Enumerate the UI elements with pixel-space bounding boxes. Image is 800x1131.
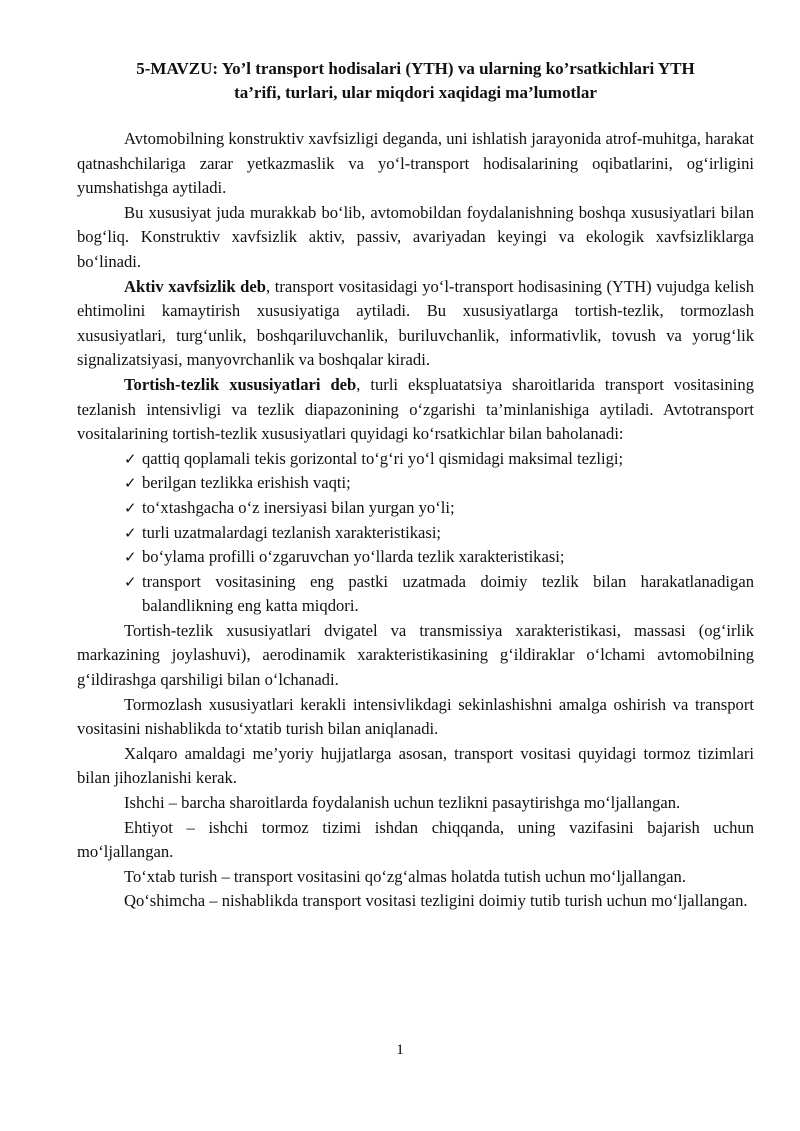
- list-item-text: turli uzatmalardagi tezlanish xarakteristikasi;: [142, 522, 442, 542]
- checkmark-icon: ✓: [124, 572, 137, 591]
- paragraph-4: [77, 373, 754, 447]
- checkmark-icon: ✓: [124, 474, 137, 493]
- paragraph-11: Qo‘shimcha – nishablikda transport vositasi tezligini doimiy tutib turish uchun mo‘ljallangan.: [124, 891, 748, 911]
- paragraph-4-body: , turli ekspluatatsiya sharoitlarida transport vositasining tezlanish intensivligi va tezlik diapazonining o‘zgarishi ta’minlanishiga aytiladi. Avtotransport vositalarining tortish-tezlik xususiyatlari quyidagi ko‘rsatkichlar bilan baholanadi:: [77, 374, 754, 444]
- list-item: [124, 471, 754, 496]
- document-title: [77, 57, 754, 105]
- list-item-text: berilgan tezlikka erishish vaqti;: [142, 473, 351, 493]
- paragraph-3-term: Aktiv xavfsizlik deb: [124, 276, 266, 296]
- list-item: [124, 570, 754, 619]
- paragraph-7: Xalqaro amaldagi me’yoriy hujjatlarga asosan, transport vositasi quyidagi tormoz tizimlari bilan jihozlanishi kerak.: [77, 743, 754, 788]
- paragraph-9: Ehtiyot – ishchi tormoz tizimi ishdan chiqqanda, uning vazifasini bajarish uchun mo‘ljallangan.: [77, 817, 754, 862]
- paragraph-10: To‘xtab turish – transport vositasini qo‘zg‘almas holatda tutish uchun mo‘ljallangan.: [124, 866, 686, 886]
- checkmark-icon: ✓: [124, 498, 137, 517]
- paragraph-5: Tortish-tezlik xususiyatlari dvigatel va transmissiya xarakteristikasi, massasi (og‘irlik markazining joylashuvi), aerodinamik xarakteristikasining g‘ildiraklar o‘lchami avtomobilning g‘ildirashga qarshiligi bilan o‘lchanadi.: [77, 620, 754, 690]
- document-page: [77, 57, 754, 914]
- indicator-checklist: [77, 447, 754, 619]
- paragraph-6: Tormozlash xususiyatlari kerakli intensivlikdagi sekinlashishni amalga oshirish va transport vositasini nishablikda to‘xtatib turish bilan aniqlanadi.: [77, 694, 754, 739]
- page-number: 1: [396, 1042, 404, 1058]
- paragraph-8: Ishchi – barcha sharoitlarda foydalanish uchun tezlikni pasaytirishga mo‘ljallangan.: [124, 793, 681, 813]
- title-line-1: 5-MAVZU: Yo’l transport hodisalari (YTH) va ularning ko’rsatkichlari YTH: [136, 59, 695, 78]
- list-item-text: bo‘ylama profilli o‘zgaruvchan yo‘llarda tezlik xarakteristikasi;: [142, 547, 565, 567]
- list-item: [124, 496, 754, 521]
- paragraph-1: Avtomobilning konstruktiv xavfsizligi deganda, uni ishlatish jarayonida atrof-muhitga, harakat qatnashchilariga zarar yetkazmaslik va yo‘l-transport hodisalarining oqibatlarini, og‘irligini yumshatishga aytiladi.: [77, 129, 754, 198]
- paragraph-3-body: , transport vositasidagi yo‘l-transport hodisasining (YTH) vujudga kelish ehtimolini kamaytirish xususiyatiga aytiladi. Bu xususiyatlarga tortish-tezlik, tormozlash xususiyatlari, turg‘unlik, boshqariluvchanlik, buriluvchanlik, informativlik, tovush va yorug‘lik signalizatsiyasi, manyovrchanlik va boshqalar kiradi.: [77, 276, 754, 370]
- checkmark-icon: ✓: [124, 449, 137, 468]
- checkmark-icon: ✓: [124, 523, 137, 542]
- list-item-text: to‘xtashgacha o‘z inersiyasi bilan yurgan yo‘li;: [142, 497, 455, 517]
- list-item: [124, 545, 754, 570]
- paragraph-4-term: Tortish-tezlik xususiyatlari deb: [124, 374, 357, 394]
- list-item: [124, 447, 754, 472]
- paragraph-3: [77, 275, 754, 373]
- title-line-2: ta’rifi, turlari, ular miqdori xaqidagi ma’lumotlar: [234, 83, 597, 102]
- checkmark-icon: ✓: [124, 548, 137, 567]
- list-item-text: transport vositasining eng pastki uzatmada doimiy tezlik bilan harakatlanadigan balandlikning eng katta miqdori.: [142, 571, 754, 616]
- list-item: [124, 521, 754, 546]
- list-item-text: qattiq qoplamali tekis gorizontal to‘g‘ri yo‘l qismidagi maksimal tezligi;: [142, 448, 624, 468]
- paragraph-2: Bu xususiyat juda murakkab bo‘lib, avtomobildan foydalanishning boshqa xususiyatlari bilan bog‘liq. Konstruktiv xavfsizlik aktiv, passiv, avariyadan keyingi va ekologik xavfsizliklarga bo‘linadi.: [77, 202, 754, 271]
